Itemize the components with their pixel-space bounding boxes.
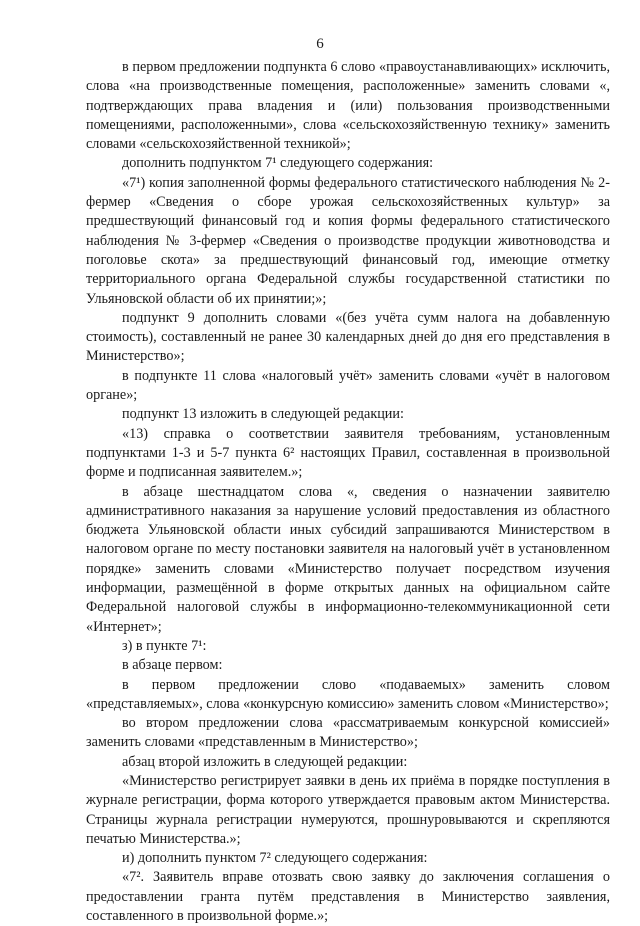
paragraph: абзац второй изложить в следующей редакции: xyxy=(122,753,408,770)
paragraph: дополнить подпунктом 7¹ следующего содержания: xyxy=(122,155,434,172)
paragraph: в абзаце первом: xyxy=(122,657,223,674)
paragraph: в абзаце шестнадцатом слова «, сведения о назначении заявителю административного наказания за нарушение условий предоставления из областного бюджета Ульяновской области иных субсидий запрашиваются Министерством в налоговом органе по месту постановки заявителя на налоговый учёт в установленном порядке» заменить словами «Министерство получает посредством изучения информации, размещённой в форме открытых данных на официальном сайте Федеральной налоговой службы в информационно-телекоммуникационной сети «Интернет»; xyxy=(86,483,610,635)
paragraph: во втором предложении слова «рассматриваемым конкурсной комиссией» заменить словами «представленным в Министерство»; xyxy=(86,715,610,751)
document-body xyxy=(86,58,610,926)
paragraph: «Министерство регистрирует заявки в день их приёма в порядке поступления в журнале регистрации, форма которого утверждается правовым актом Министерства. Страницы журнала регистрации нумеруются, прошнуровываются и скрепляются печатью Министерства.»; xyxy=(86,772,610,847)
paragraph: и) дополнить пунктом 7² следующего содержания: xyxy=(122,850,428,867)
paragraph: в первом предложении слово «подаваемых» заменить словом «представляемых», слова «конкурсную комиссию» заменить словом «Министерство»; xyxy=(86,676,610,712)
paragraph: в первом предложении подпункта 6 слово «правоустанавливающих» исключить, слова «на производственные помещения, расположенные» заменить словами «, подтверждающих права владения и (или) пользования производственными помещениями, расположенными», слова «сельскохозяйственную технику» заменить словами «сельскохозяйственной техникой»; xyxy=(86,59,610,153)
paragraph: в подпункте 11 слова «налоговый учёт» заменить словами «учёт в налоговом органе»; xyxy=(86,367,610,404)
page-number: 6 xyxy=(316,36,324,52)
paragraph: «13) справка о соответствии заявителя требованиям, установленным подпунктами 1-3 и 5-7 пункта 6² настоящих Правил, составленная в произвольной форме и подписанная заявителем.»; xyxy=(86,425,610,481)
paragraph: подпункт 9 дополнить словами «(без учёта сумм налога на добавленную стоимость), составленный не ранее 30 календарных дней до дня его представления в Министерство»; xyxy=(86,309,610,365)
paragraph: з) в пункте 7¹: xyxy=(122,637,207,654)
paragraph: «7². Заявитель вправе отозвать свою заявку до заключения соглашения о предоставлении гранта путём представления в Министерство заявления, составленного в произвольной форме.»; xyxy=(86,869,610,925)
paragraph: подпункт 13 изложить в следующей редакции: xyxy=(122,406,404,423)
paragraph: «7¹) копия заполненной формы федерального статистического наблюдения № 2-фермер «Сведения о сборе урожая сельскохозяйственных культур» за предшествующий финансовый год и копия формы федерального статистического наблюдения № 3-фермер «Сведения о производстве продукции животноводства и поголовье скота» за предшествующий финансовый год, имеющие отметку территориального органа Федеральной службы государственной статистики по Ульяновской области об их принятии;»; xyxy=(86,174,610,307)
